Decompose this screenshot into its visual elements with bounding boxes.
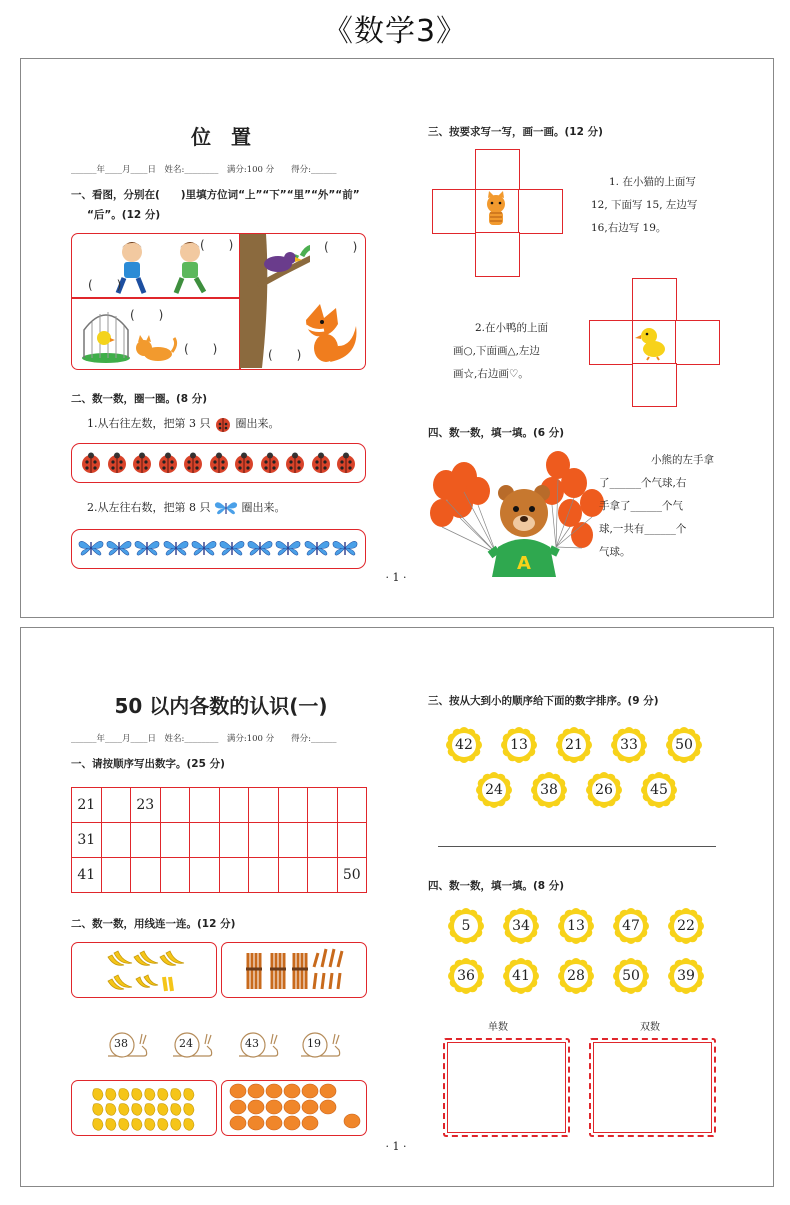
worksheet-page-2 <box>20 627 774 1187</box>
lemon-icon <box>171 1119 181 1131</box>
number-flower[interactable] <box>668 958 704 994</box>
number-flower[interactable] <box>666 727 702 763</box>
ladybug-icon[interactable] <box>310 452 332 474</box>
butterfly-icon[interactable] <box>163 538 189 560</box>
question-3-heading: 三、按要求写一写，画一画。(12 分) <box>428 126 603 138</box>
flower-number-label: 45 <box>650 782 668 798</box>
number-flower[interactable] <box>531 772 567 808</box>
lemon-icon <box>106 1104 116 1116</box>
instruction-text: 1.从右往左数，把第 3 只 <box>87 417 211 430</box>
grid-cell[interactable] <box>219 823 249 858</box>
ladybug-icon[interactable] <box>233 452 255 474</box>
grid-cell[interactable] <box>337 788 367 823</box>
butterfly-icon[interactable] <box>304 538 330 560</box>
answer-blank[interactable]: ( ) <box>268 348 302 362</box>
lemons-box[interactable] <box>71 1080 217 1136</box>
instruction-text: 圈出来。 <box>241 501 286 514</box>
grid-cell: 50 <box>337 858 367 893</box>
duckling-icon <box>633 321 673 361</box>
flower-number-label: 39 <box>677 968 695 984</box>
orange-icon <box>248 1100 264 1114</box>
butterfly-icon[interactable] <box>191 538 217 560</box>
grid-cell[interactable] <box>131 858 161 893</box>
lemon-icon <box>119 1104 129 1116</box>
question-1-heading: 一、看图，分别在( )里填方位词“上”“下”“里”“外”“前” <box>71 189 360 201</box>
kitten-icon <box>476 190 516 230</box>
number-flower[interactable] <box>501 727 537 763</box>
grid-cell[interactable] <box>160 823 190 858</box>
lemon-icon <box>158 1104 168 1116</box>
flower-number-label: 13 <box>510 737 528 753</box>
number-flower[interactable] <box>558 908 594 944</box>
instruction-text: 圈出来。 <box>235 417 280 430</box>
page-number: · 1 · <box>385 571 407 584</box>
counting-sticks-illustration <box>222 943 366 997</box>
instruction-text: 2.从左往右数，把第 8 只 <box>87 501 211 514</box>
grid-cell[interactable] <box>219 788 249 823</box>
book-title: 《数学3》 <box>322 14 468 49</box>
grid-cell[interactable] <box>337 823 367 858</box>
text-line: 手拿了______个气 <box>599 500 683 512</box>
ladybug-icon[interactable] <box>284 452 306 474</box>
oranges-box[interactable] <box>221 1080 367 1136</box>
stick-bundles-box[interactable] <box>221 942 367 998</box>
grid-cell[interactable] <box>219 858 249 893</box>
text-line: 1. 在小猫的上面写 <box>609 176 696 188</box>
question-1-heading-cont: “后”。(12 分) <box>87 209 161 221</box>
answer-blank[interactable]: ( ) <box>200 238 234 252</box>
lemon-icon <box>132 1089 142 1101</box>
lemon-icon <box>145 1104 155 1116</box>
lemon-icon <box>93 1104 103 1116</box>
lemon-icon <box>119 1119 129 1131</box>
text-line: 气球。 <box>599 546 631 558</box>
ladybug-icon[interactable] <box>80 452 102 474</box>
birdcage-illustration <box>80 304 132 366</box>
butterfly-icon[interactable] <box>332 538 358 560</box>
student-info-line: ______年____月____日 姓名:________ 满分:100 分 得分:______ <box>71 734 337 744</box>
kitten-illustration <box>134 334 178 364</box>
number-sequence-grid <box>71 787 367 893</box>
grid-cell[interactable] <box>101 858 131 893</box>
grid-cell[interactable] <box>101 788 131 823</box>
grid-cell[interactable] <box>308 858 338 893</box>
flower-number-label: 36 <box>457 968 475 984</box>
text-line: 画○,下面画△,左边 <box>453 345 540 357</box>
number-flower[interactable] <box>668 908 704 944</box>
orange-icon <box>230 1084 246 1098</box>
page-title: 50 以内各数的认识(一) <box>114 694 328 718</box>
lemon-icon <box>93 1089 103 1101</box>
butterfly-icon[interactable] <box>78 538 104 560</box>
ladybug-icon[interactable] <box>131 452 153 474</box>
snail-number-label: 24 <box>179 1037 193 1050</box>
grid-cell[interactable] <box>249 823 279 858</box>
butterfly-icon <box>214 499 238 517</box>
lemon-icon <box>184 1119 194 1131</box>
lemon-icon <box>158 1119 168 1131</box>
flower-number-label: 22 <box>677 918 695 934</box>
bear-with-balloons-illustration <box>424 443 606 579</box>
butterfly-icon[interactable] <box>275 538 301 560</box>
snail-number[interactable] <box>299 1028 341 1060</box>
butterfly-icon[interactable] <box>134 538 160 560</box>
orange-icon <box>266 1100 282 1114</box>
lemon-icon <box>132 1104 142 1116</box>
lemons-illustration <box>72 1081 216 1135</box>
lemon-icon <box>119 1089 129 1101</box>
lemon-icon <box>171 1104 181 1116</box>
even-numbers-answer-box[interactable] <box>589 1038 716 1137</box>
grid-cell[interactable] <box>190 858 220 893</box>
flower-number-label: 28 <box>567 968 585 984</box>
grid-cell[interactable] <box>308 823 338 858</box>
banana-bunches-box[interactable] <box>71 942 217 998</box>
grid-cell: 31 <box>72 823 102 858</box>
orange-icon <box>284 1100 300 1114</box>
text-line: 12, 下面写 15, 左边写 <box>591 199 698 211</box>
orange-icon <box>248 1116 264 1130</box>
number-flower[interactable] <box>558 958 594 994</box>
number-flower[interactable] <box>586 772 622 808</box>
page-title: 位 置 <box>191 125 251 149</box>
orange-icon <box>230 1116 246 1130</box>
flower-number-label: 47 <box>622 918 640 934</box>
text-line: 16,右边写 19。 <box>591 222 667 234</box>
question-2-heading: 二、数一数，圈一圈。(8 分) <box>71 393 208 405</box>
number-flower[interactable] <box>611 727 647 763</box>
lemon-icon <box>132 1119 142 1131</box>
grid-cell[interactable] <box>308 788 338 823</box>
grid-cell[interactable] <box>249 788 279 823</box>
grid-cell: 41 <box>72 858 102 893</box>
orange-icon <box>302 1100 318 1114</box>
grid-cell[interactable] <box>278 788 308 823</box>
ladybug-icon[interactable] <box>106 452 128 474</box>
snail-number[interactable] <box>237 1028 279 1060</box>
orange-icon <box>266 1116 282 1130</box>
lemon-icon <box>171 1089 181 1101</box>
grid-row <box>72 858 367 893</box>
orange-icon <box>344 1114 360 1128</box>
task-2-text <box>453 317 548 386</box>
lemon-icon <box>158 1089 168 1101</box>
grid-cell-bottom[interactable] <box>475 232 520 277</box>
number-flower[interactable] <box>613 958 649 994</box>
lemon-icon <box>145 1119 155 1131</box>
grid-cell: 21 <box>72 788 102 823</box>
ladybug-icon[interactable] <box>157 452 179 474</box>
flower-number-label: 33 <box>620 737 638 753</box>
orange-icon <box>302 1084 318 1098</box>
question-2-heading: 二、数一数，用线连一连。(12 分) <box>71 918 236 930</box>
flower-number-label: 50 <box>622 968 640 984</box>
flower-number-label: 50 <box>675 737 693 753</box>
ladybug-row <box>71 443 366 483</box>
number-flower[interactable] <box>476 772 512 808</box>
number-flower[interactable] <box>641 772 677 808</box>
grid-cell[interactable] <box>131 823 161 858</box>
grid-cell-bottom[interactable] <box>632 363 677 407</box>
ladybug-icon[interactable] <box>182 452 204 474</box>
answer-line[interactable] <box>438 846 716 847</box>
bananas-illustration <box>72 943 216 997</box>
oranges-illustration <box>222 1081 366 1135</box>
butterfly-row <box>71 529 366 569</box>
orange-icon <box>266 1084 282 1098</box>
task-1-text <box>591 171 697 240</box>
number-flower[interactable] <box>503 908 539 944</box>
flower-number-label: 34 <box>512 918 530 934</box>
question-2-2-text <box>87 499 286 517</box>
number-flower[interactable] <box>556 727 592 763</box>
grid-cell[interactable] <box>190 823 220 858</box>
snail-number-label: 38 <box>114 1037 128 1050</box>
grid-cell[interactable] <box>190 788 220 823</box>
flower-number-label: 21 <box>565 737 583 753</box>
grid-cell-left[interactable] <box>589 320 634 365</box>
number-flower[interactable] <box>613 908 649 944</box>
orange-icon <box>320 1100 336 1114</box>
question-2-1-text <box>87 415 280 433</box>
flower-number-label: 24 <box>485 782 503 798</box>
grid-row <box>72 788 367 823</box>
ladybug-icon[interactable] <box>208 452 230 474</box>
text-line: 画☆,右边画♡。 <box>453 368 529 380</box>
grid-cell: 23 <box>131 788 161 823</box>
lemon-icon <box>106 1089 116 1101</box>
question-1-heading: 一、请按顺序写出数字。(25 分) <box>71 758 225 770</box>
orange-icon <box>248 1084 264 1098</box>
odd-numbers-answer-box[interactable] <box>443 1038 570 1137</box>
text-line: 了______个气球,右 <box>599 477 687 489</box>
grid-cell[interactable] <box>249 858 279 893</box>
answer-blank[interactable]: ( ) <box>88 278 122 292</box>
orange-icon <box>230 1100 246 1114</box>
snail-number[interactable] <box>171 1028 213 1060</box>
answer-blank[interactable]: ( ) <box>324 240 358 254</box>
number-flower[interactable] <box>448 908 484 944</box>
grid-cell[interactable] <box>278 858 308 893</box>
grid-cell[interactable] <box>160 858 190 893</box>
grid-cell[interactable] <box>160 788 190 823</box>
lemon-icon <box>93 1119 103 1131</box>
grid-cell-center <box>475 189 520 234</box>
butterfly-icon[interactable] <box>219 538 245 560</box>
orange-icon <box>320 1084 336 1098</box>
snail-number-label: 19 <box>307 1037 321 1050</box>
grid-cell[interactable] <box>101 823 131 858</box>
number-flower[interactable] <box>446 727 482 763</box>
grid-cell-right[interactable] <box>518 189 563 234</box>
question-4-heading: 四、数一数，填一填。(8 分) <box>428 880 565 892</box>
ladybug-icon <box>214 415 232 433</box>
flower-number-label: 41 <box>512 968 530 984</box>
even-numbers-label: 双数 <box>640 1022 660 1033</box>
flower-number-label: 38 <box>540 782 558 798</box>
orange-icon <box>302 1116 318 1130</box>
picture-frame-positions <box>71 233 366 370</box>
orange-icon <box>284 1084 300 1098</box>
shirt-letter: A <box>517 553 531 574</box>
grid-cell-left[interactable] <box>432 189 477 234</box>
student-info-line: ______年____月____日 姓名:________ 满分:100 分 得分:______ <box>71 165 337 175</box>
flower-number-label: 26 <box>595 782 613 798</box>
odd-numbers-label: 单数 <box>488 1022 508 1033</box>
worksheet-page-1 <box>20 58 774 618</box>
orange-icon <box>284 1116 300 1130</box>
answer-blank[interactable]: ( ) <box>130 308 164 322</box>
snail-number[interactable] <box>106 1028 148 1060</box>
number-flower[interactable] <box>503 958 539 994</box>
text-line: 2.在小鸭的上面 <box>475 322 549 334</box>
ladybug-icon[interactable] <box>259 452 281 474</box>
grid-cell-right[interactable] <box>675 320 720 365</box>
question-4-heading: 四、数一数，填一填。(6 分) <box>428 427 565 439</box>
grid-cell-top[interactable] <box>475 149 520 191</box>
ladybug-icon[interactable] <box>335 452 357 474</box>
page-number: · 1 · <box>385 1140 407 1153</box>
grid-cell-top[interactable] <box>632 278 677 322</box>
lemon-icon <box>184 1104 194 1116</box>
answer-blank[interactable]: ( ) <box>184 342 218 356</box>
lemon-icon <box>106 1119 116 1131</box>
butterfly-icon[interactable] <box>247 538 273 560</box>
text-line: 球,一共有______个 <box>599 523 687 535</box>
butterfly-icon[interactable] <box>106 538 132 560</box>
text-line: 小熊的左手拿 <box>651 454 714 466</box>
grid-row <box>72 823 367 858</box>
snail-number-label: 43 <box>245 1037 259 1050</box>
lemon-icon <box>145 1089 155 1101</box>
flower-number-label: 42 <box>455 737 473 753</box>
number-flower[interactable] <box>448 958 484 994</box>
question-3-heading: 三、按从大到小的顺序给下面的数字排序。(9 分) <box>428 695 659 707</box>
grid-cell-center <box>632 320 677 365</box>
question-4-text <box>599 449 714 564</box>
lemon-icon <box>184 1089 194 1101</box>
flower-number-label: 5 <box>461 918 471 934</box>
grid-cell[interactable] <box>278 823 308 858</box>
flower-number-label: 13 <box>567 918 585 934</box>
